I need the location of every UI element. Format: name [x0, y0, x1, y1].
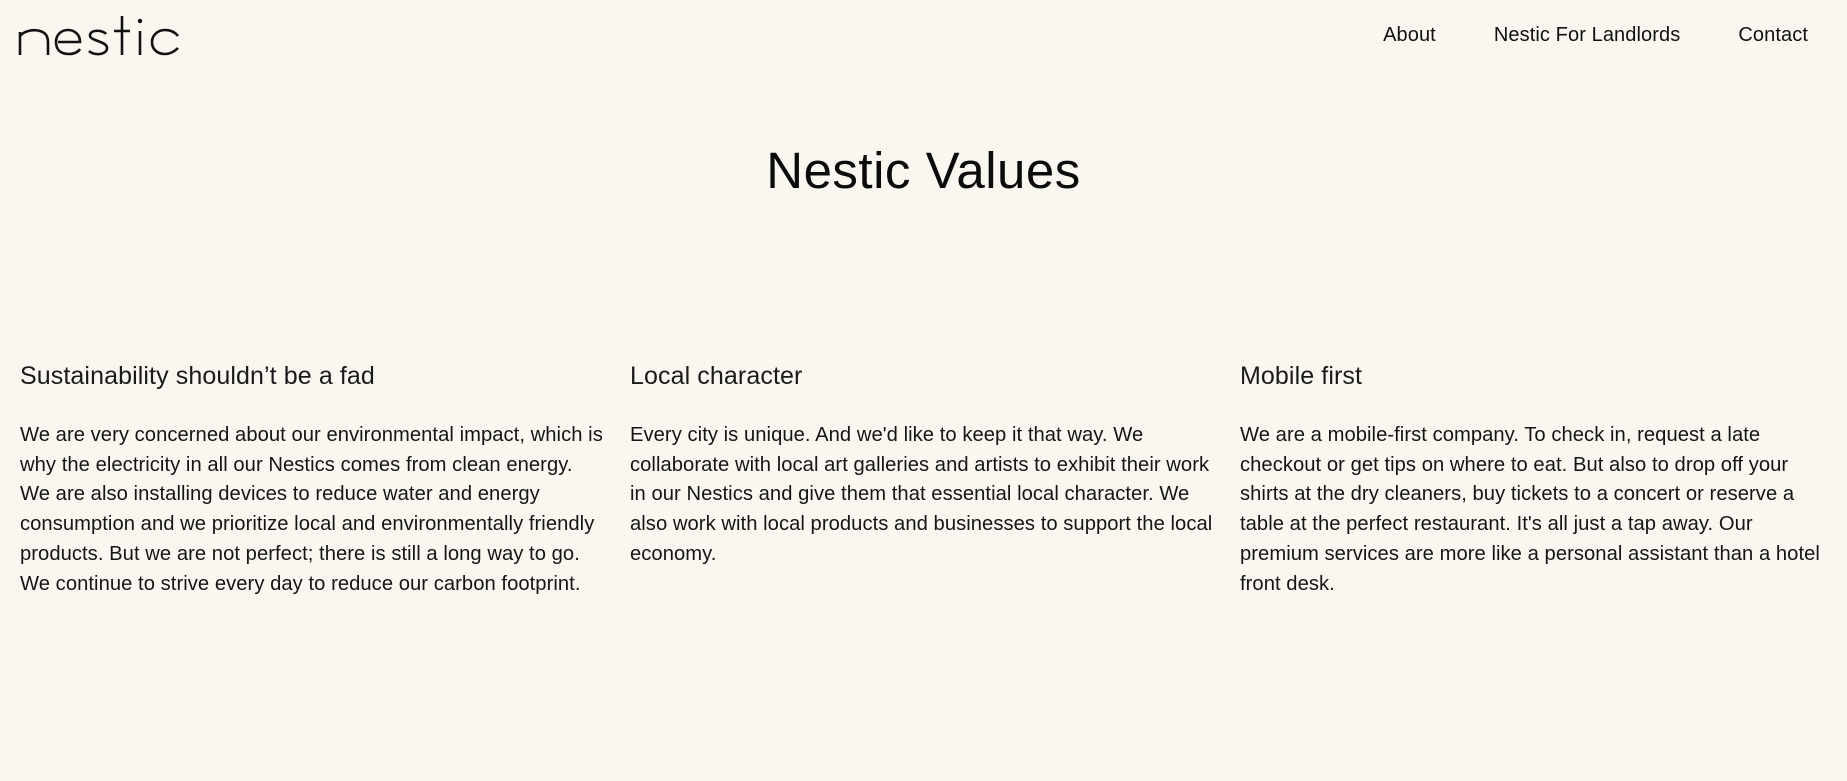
nestic-logo-mark	[18, 14, 180, 58]
value-body: Every city is unique. And we'd like to keep it that way. We collaborate with local art galleries and artists to exhibit their work in our Nestics and give them that essential local character. We also work with local products and businesses to support the local economy.	[630, 424, 1213, 565]
value-heading: Mobile first	[1240, 362, 1363, 390]
nestic-logo[interactable]	[18, 14, 180, 58]
site-header	[0, 0, 1847, 70]
main-nav	[1383, 23, 1808, 47]
value-heading: Sustainability shouldn’t be a fad	[20, 362, 375, 390]
nav-contact-link[interactable]: Contact	[1738, 24, 1808, 46]
nav-about-link[interactable]: About	[1383, 24, 1436, 46]
value-body: We are a mobile-first company. To check in, request a late checkout or get tips on where to eat. But also to drop off your shirts at the dry cleaners, buy tickets to a concert or reserve a table at the perfect restaurant. It's all just a tap away. Our premium services are more like a personal assistant than a hotel front desk.	[1240, 424, 1820, 595]
value-column-mobile-first	[1240, 359, 1825, 599]
value-body: We are very concerned about our environmental impact, which is why the electricity in all our Nestics comes from clean energy. We are also installing devices to reduce water and energy consumption and we prioritize local and environmentally friendly products. But we are not perfect; there is still a long way to go. We continue to strive every day to reduce our carbon footprint.	[20, 424, 603, 595]
value-column-sustainability	[20, 359, 605, 599]
nav-landlords-link[interactable]: Nestic For Landlords	[1493, 24, 1681, 46]
value-heading: Local character	[630, 362, 803, 390]
value-column-local-character	[630, 359, 1215, 570]
page-title: Nestic Values	[766, 142, 1081, 199]
